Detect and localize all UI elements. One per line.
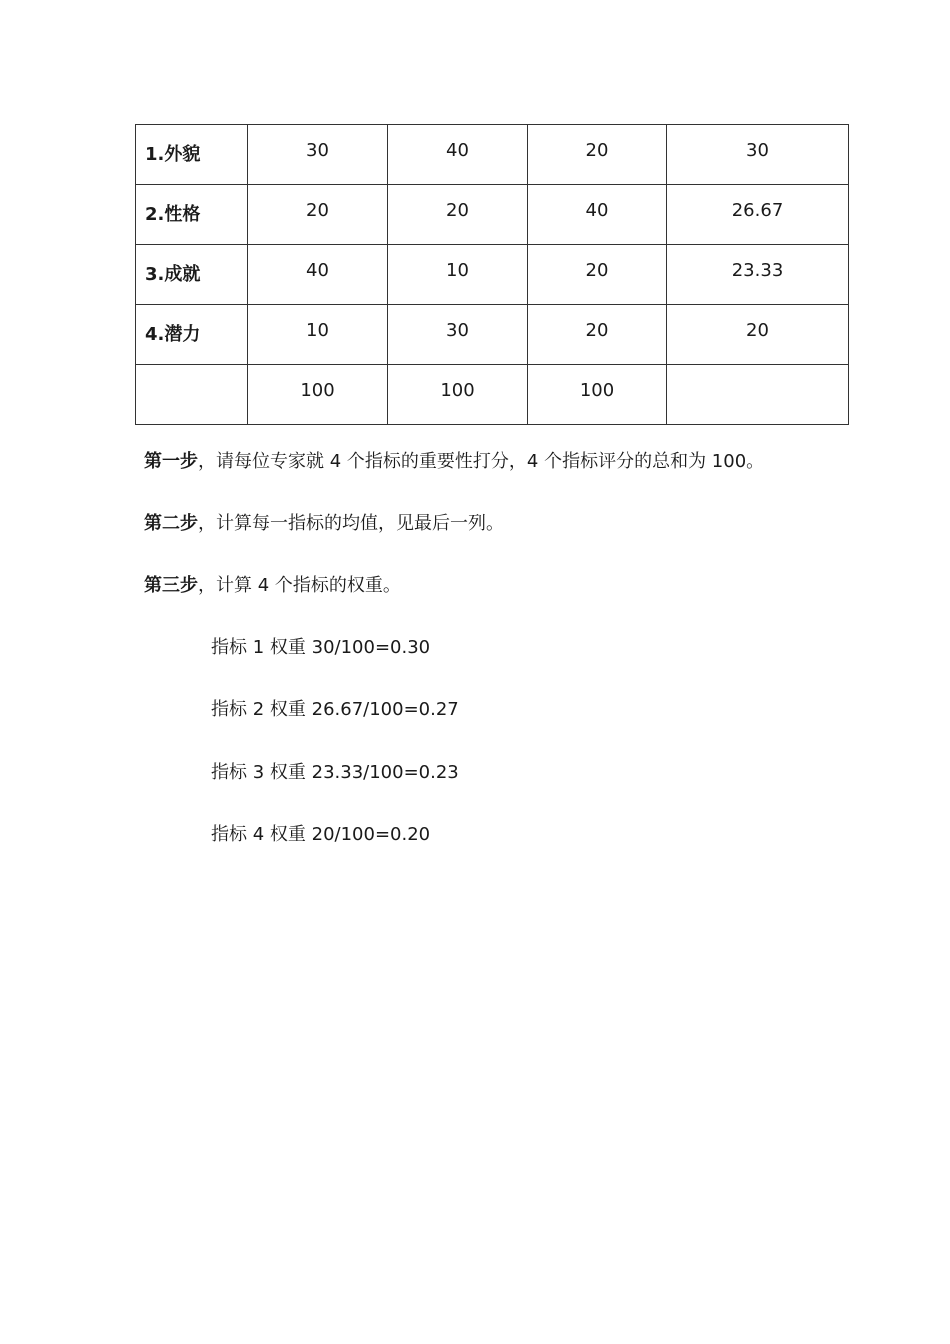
- expert-2-score: 10: [388, 245, 528, 305]
- indicator-label: 3.成就: [136, 245, 248, 305]
- expert-1-total: 100: [248, 365, 388, 425]
- expert-3-score: 40: [528, 185, 667, 245]
- step-3-text: ，计算 4 个指标的权重。: [198, 575, 401, 596]
- step-2-paragraph: [144, 509, 504, 535]
- expert-2-score: 30: [388, 305, 528, 365]
- table-row-total: [136, 365, 849, 425]
- expert-3-score: 20: [528, 125, 667, 185]
- expert-1-score: 20: [248, 185, 388, 245]
- indicator-label: 4.潜力: [136, 305, 248, 365]
- expert-2-total: 100: [388, 365, 528, 425]
- step-2-heading: 第二步: [144, 513, 198, 534]
- average-score: 20: [667, 305, 849, 365]
- average-score: 26.67: [667, 185, 849, 245]
- step-1-heading: 第一步: [144, 451, 198, 472]
- weight-line-1: 指标 1 权重 30/100=0.30: [211, 637, 431, 658]
- expert-1-score: 10: [248, 305, 388, 365]
- indicator-label: [136, 365, 248, 425]
- step-2-text: ，计算每一指标的均值，见最后一列。: [198, 513, 504, 534]
- step-1-paragraph: [144, 447, 764, 473]
- expert-1-score: 30: [248, 125, 388, 185]
- expert-3-score: 20: [528, 245, 667, 305]
- expert-2-score: 40: [388, 125, 528, 185]
- expert-3-score: 20: [528, 305, 667, 365]
- step-1-text: ，请每位专家就 4 个指标的重要性打分，4 个指标评分的总和为 100。: [198, 451, 765, 472]
- average-score: 23.33: [667, 245, 849, 305]
- weight-line-4: 指标 4 权重 20/100=0.20: [211, 824, 431, 845]
- expert-1-score: 40: [248, 245, 388, 305]
- average-total: [667, 365, 849, 425]
- expert-2-score: 20: [388, 185, 528, 245]
- weight-line-2: 指标 2 权重 26.67/100=0.27: [211, 699, 459, 720]
- step-3-paragraph: [144, 571, 401, 597]
- indicator-label: 1.外貌: [136, 125, 248, 185]
- expert-3-total: 100: [528, 365, 667, 425]
- step-3-heading: 第三步: [144, 575, 198, 596]
- table-row: [136, 125, 849, 185]
- average-score: 30: [667, 125, 849, 185]
- indicator-label: 2.性格: [136, 185, 248, 245]
- table-row: [136, 185, 849, 245]
- table-row: [136, 245, 849, 305]
- weight-line-3: 指标 3 权重 23.33/100=0.23: [211, 762, 459, 783]
- score-table: [135, 124, 849, 425]
- table-row: [136, 305, 849, 365]
